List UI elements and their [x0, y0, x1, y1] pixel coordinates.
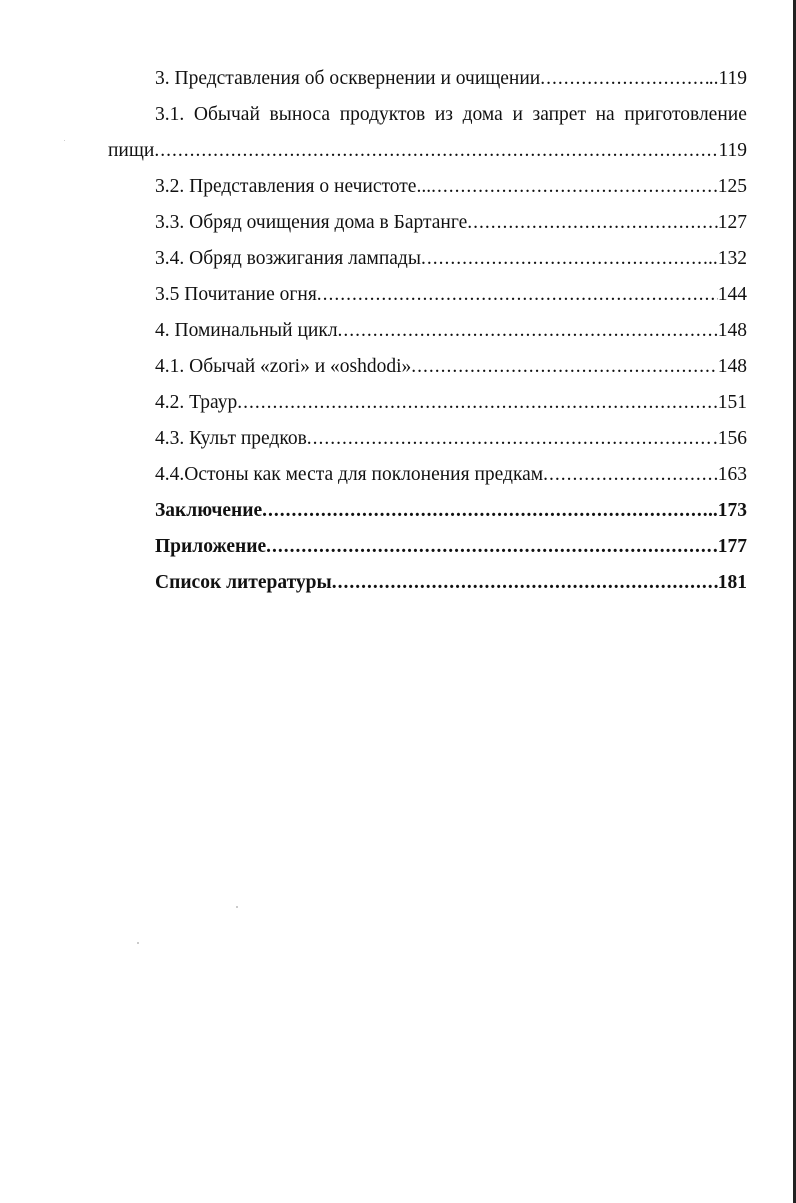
toc-entry-page: ..132	[708, 248, 747, 269]
toc-leader-dots	[237, 388, 718, 418]
toc-entry-label: Заключение	[155, 500, 263, 521]
toc-word: Обычай	[193, 104, 260, 125]
toc-leader-dots	[543, 460, 718, 490]
toc-entry-page: 148	[717, 356, 747, 377]
toc-entry-page: .177	[712, 536, 747, 557]
toc-entry-label: 3.5 Почитание огня	[155, 284, 317, 305]
toc-entry	[155, 208, 747, 238]
toc-word: продуктов	[339, 104, 426, 125]
toc-entry-page: 125	[717, 176, 747, 197]
toc-leader-dots	[307, 424, 713, 454]
scan-speck	[137, 942, 139, 944]
toc-word: запрет	[532, 104, 586, 125]
toc-entry-page: 151	[717, 392, 747, 413]
toc-word: приготовление	[624, 104, 747, 125]
toc-leader-dots	[262, 496, 708, 526]
toc-entry-label: 3. Представления об осквернении и очищении	[155, 68, 541, 89]
toc-word: выноса	[269, 104, 331, 125]
toc-entry-label: 4.3. Культ предков	[155, 428, 307, 449]
toc-word: и	[512, 104, 523, 125]
toc-entry-page: 119	[718, 140, 747, 161]
toc-entry-page: 144	[717, 284, 747, 305]
toc-entry-page: ..173	[708, 500, 747, 521]
toc-word: из	[434, 104, 453, 125]
toc-leader-dots	[411, 352, 717, 382]
toc-entry	[155, 316, 747, 346]
toc-leader-dots	[431, 172, 718, 202]
toc-entry	[155, 460, 747, 490]
toc-leader-dots	[467, 208, 718, 238]
toc-entry-label: 4.4.Остоны как места для поклонения предкам	[155, 464, 544, 485]
toc-entry-label: 4.2. Траур	[155, 392, 238, 413]
toc-entry	[155, 172, 747, 202]
toc-entry-page: ..119	[708, 68, 747, 89]
toc-word: 3.1.	[155, 104, 185, 125]
toc-word: на	[595, 104, 615, 125]
toc-entry-page: 148	[717, 320, 747, 341]
toc-leader-dots	[266, 532, 713, 562]
toc-entry	[155, 64, 747, 94]
toc-entry	[155, 280, 747, 310]
toc-entry-page: 163	[717, 464, 747, 485]
toc-entry-wrapped-line2	[108, 136, 747, 166]
toc-entry-label: Приложение	[155, 536, 267, 557]
toc-entry-page: 181	[717, 572, 747, 593]
toc-entry-page: 127	[717, 212, 747, 233]
toc-leader-dots	[332, 568, 718, 598]
toc-entry-label: Список литературы	[155, 572, 332, 593]
toc-entry-page: .156	[712, 428, 747, 449]
toc-entry-wrapped-line1	[155, 100, 747, 130]
scan-speck	[64, 140, 65, 141]
toc-entry	[155, 568, 747, 598]
toc-leader-dots	[421, 244, 708, 274]
toc-leader-dots	[154, 136, 718, 166]
toc-entry	[155, 388, 747, 418]
toc-entry	[155, 532, 747, 562]
toc-entry-label: 4. Поминальный цикл	[155, 320, 338, 341]
scan-speck	[236, 906, 238, 908]
toc-entry	[155, 244, 747, 274]
toc-leader-dots	[540, 64, 708, 94]
toc-entry-label: пищи	[108, 140, 155, 161]
toc-leader-dots	[338, 316, 718, 346]
toc-entry	[155, 352, 747, 382]
toc-leader-dots	[317, 280, 718, 310]
toc-entry-label: 3.4. Обряд возжигания лампады	[155, 248, 421, 269]
toc-entry-label: 4.1. Обычай «zori» и «oshdodi»	[155, 356, 412, 377]
toc-word: дома	[462, 104, 503, 125]
toc-entry	[155, 424, 747, 454]
toc-entry-label: 3.3. Обряд очищения дома в Бартанге	[155, 212, 468, 233]
toc-entry	[155, 496, 747, 526]
toc-entry-label: 3.2. Представления о нечистоте...	[155, 176, 432, 197]
